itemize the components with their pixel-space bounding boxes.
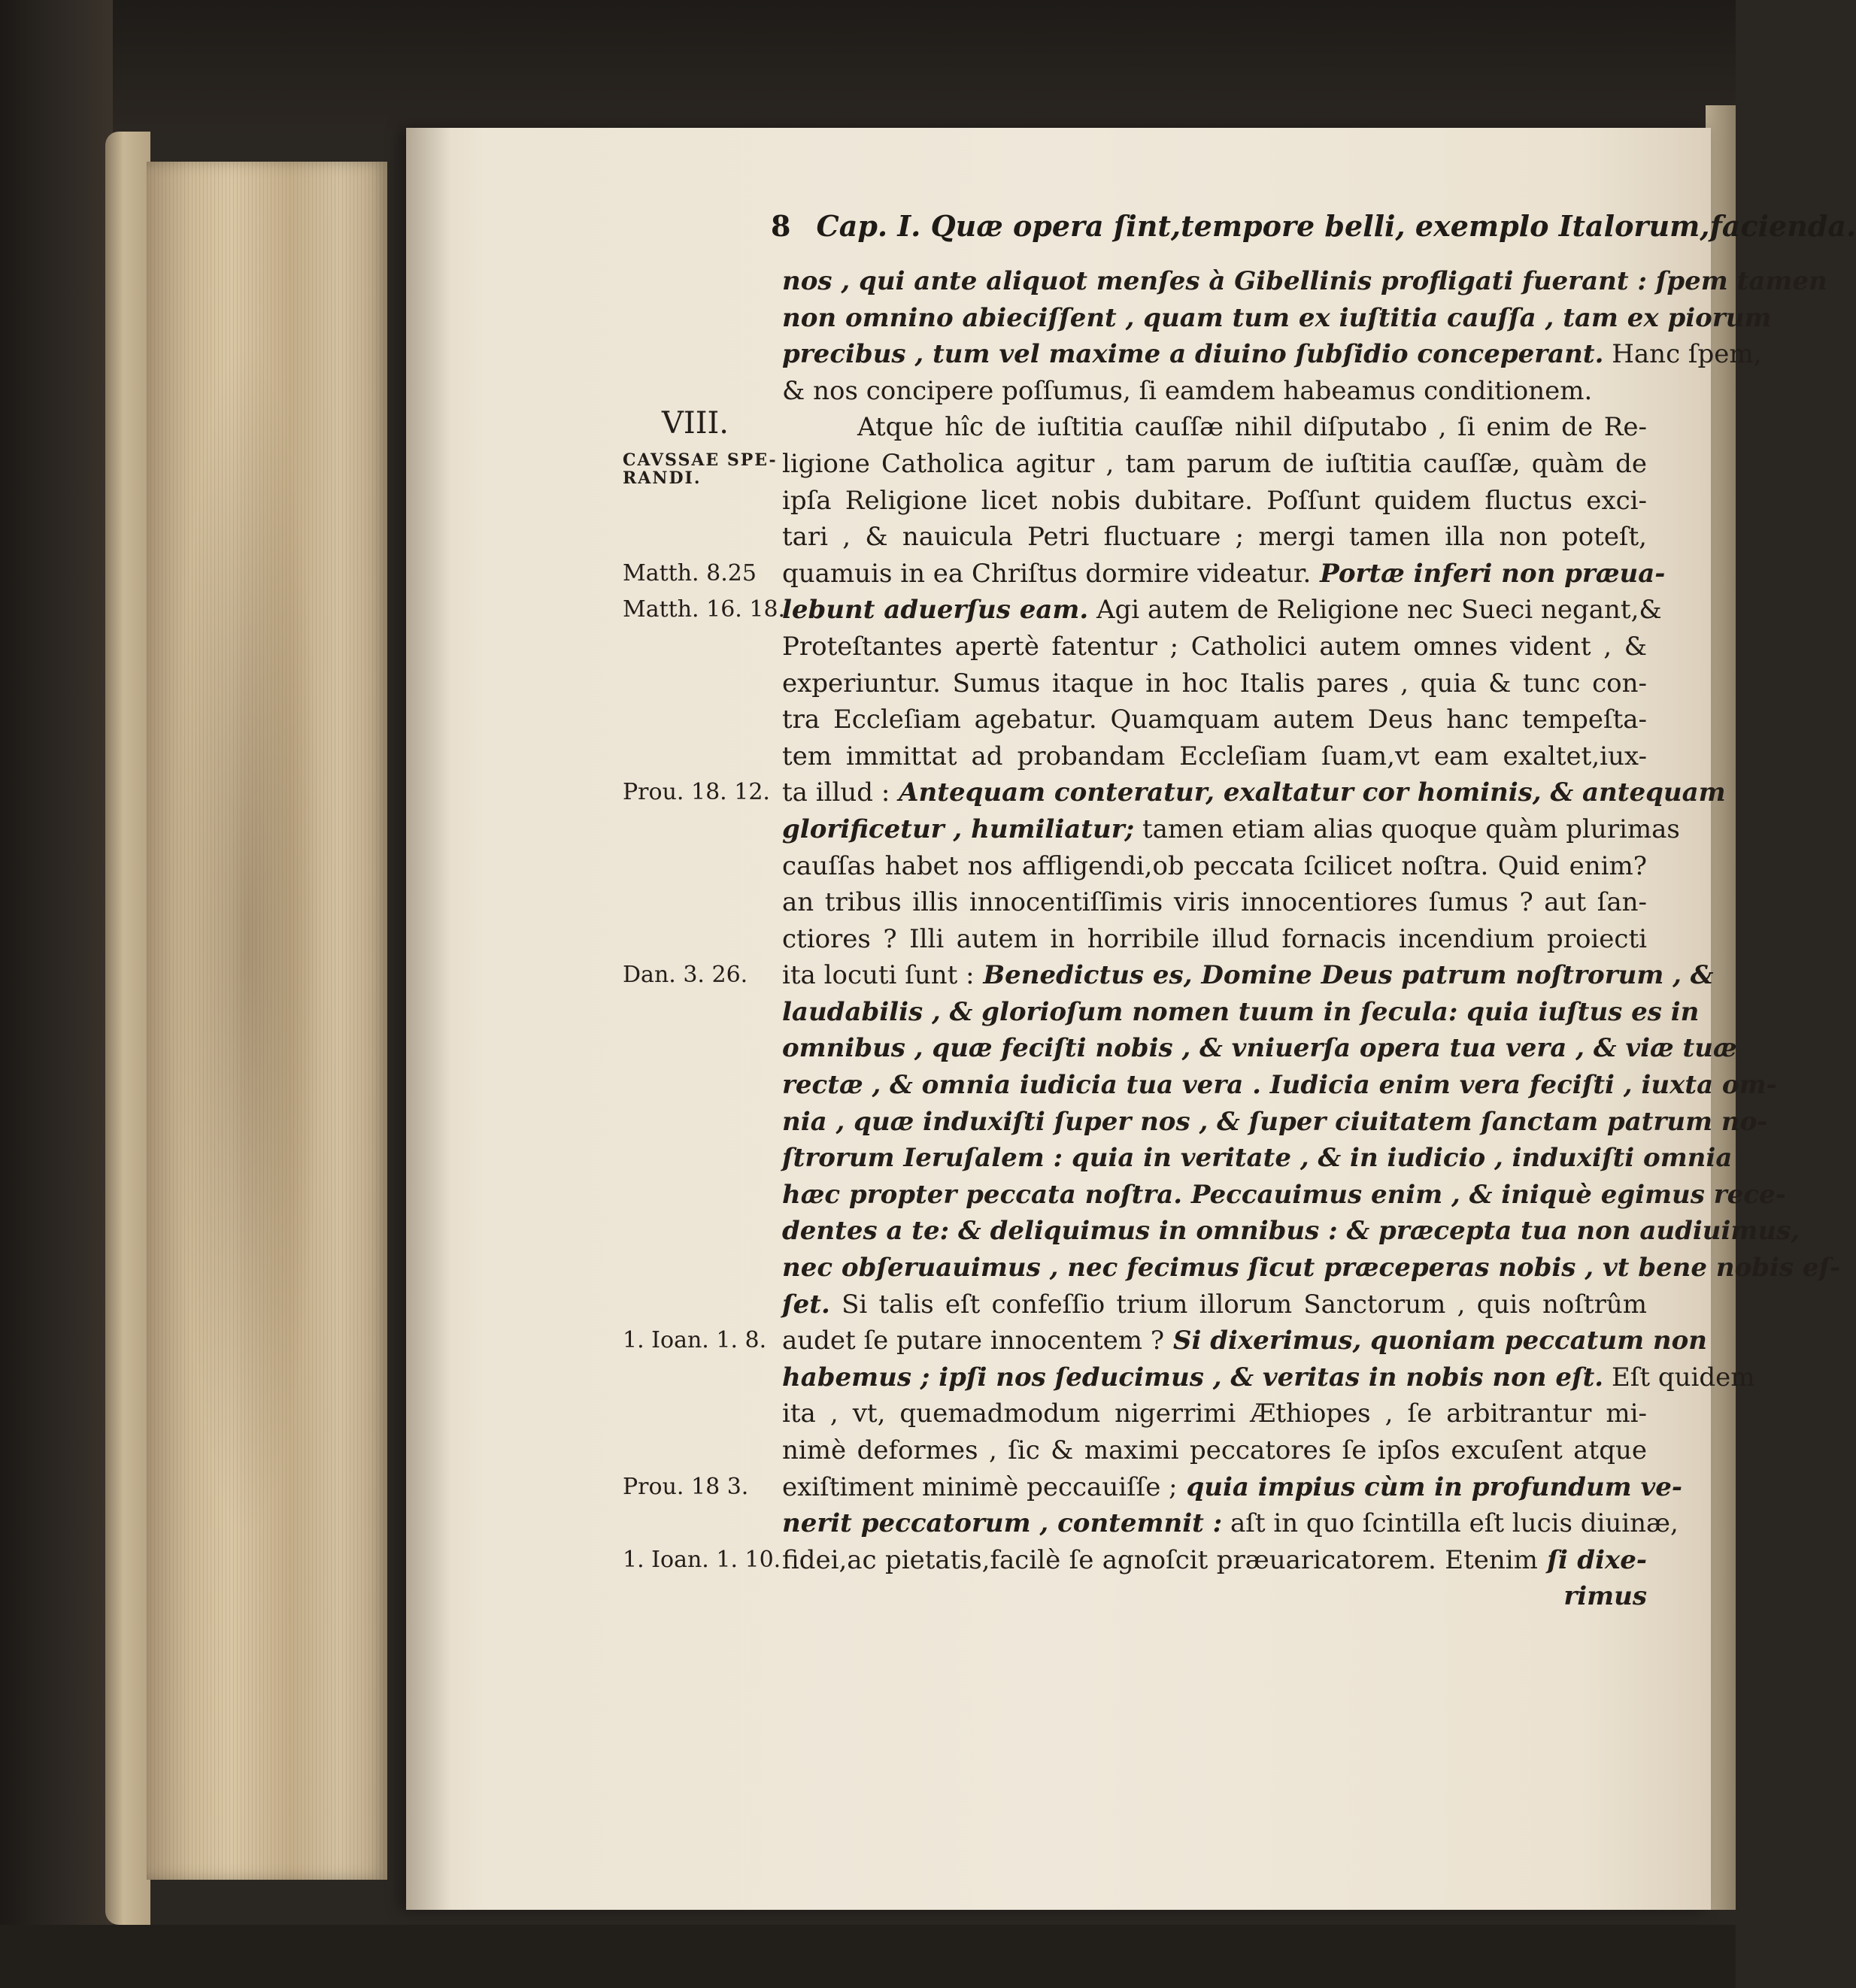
margin-note-note-ioan-1-10: 1. Ioan. 1. 10. bbox=[623, 1547, 781, 1573]
text-segment: Antequam conteratur, exaltatur cor hominis, & antequam bbox=[890, 777, 1726, 808]
text-segment: rectæ , & omnia iudicia tua vera . Iudicia enim vera feciſti , iuxta om- bbox=[782, 1070, 1777, 1101]
margin-note-note-randi: RANDI. bbox=[623, 468, 702, 489]
page-number: 8 bbox=[771, 209, 791, 243]
text-line bbox=[782, 811, 1680, 848]
text-line bbox=[782, 994, 1700, 1031]
text-segment: nec obſeruauimus , nec fecimus ſicut præceperas nobis , vt bene nobis eſ- bbox=[782, 1253, 1841, 1283]
text-line bbox=[782, 884, 1647, 921]
text-line bbox=[782, 957, 1714, 994]
text-line bbox=[782, 1067, 1777, 1104]
text-segment: Si dixerimus, quoniam peccatum non bbox=[1164, 1326, 1707, 1356]
text-segment: habemus ; ipſi nos ſeducimus , & veritas in nobis non eſt. bbox=[782, 1362, 1604, 1393]
text-line bbox=[782, 1359, 1755, 1396]
background-top bbox=[0, 0, 1736, 132]
text-line bbox=[782, 519, 1647, 556]
text-line bbox=[782, 1396, 1647, 1432]
text-line bbox=[782, 921, 1647, 958]
margin-note-note-viii: VIII. bbox=[662, 406, 729, 441]
text-segment: dentes a te: & deliquimus in omnibus : & præcepta tua non audiuimus, bbox=[782, 1216, 1800, 1247]
text-line bbox=[782, 1286, 1647, 1323]
text-segment: Proteſtantes apertè fatentur ; Catholici autem omnes vident , & bbox=[782, 631, 1647, 662]
text-segment: ita , vt, quemadmodum nigerrimi Æthiopes , ſe arbitrantur mi- bbox=[782, 1399, 1647, 1429]
text-segment: Benedictus es, Domine Deus patrum noſtrorum , & bbox=[974, 960, 1714, 991]
text-segment: Portæ inferi non præua- bbox=[1311, 558, 1666, 589]
running-head bbox=[771, 209, 1856, 243]
text-segment: precibus , tum vel maxime a diuino ſubſidio conceperant. bbox=[782, 339, 1604, 370]
page-stain bbox=[173, 338, 323, 1541]
text-segment: ctiores ? Illi autem in horribile illud fornacis incendium proiecti bbox=[782, 923, 1647, 954]
margin-note-note-prou-18-3: Prou. 18 3. bbox=[623, 1473, 749, 1500]
text-segment: nos , qui ante aliquot menſes à Gibellinis profligati fuerant : ſpem tamen bbox=[782, 266, 1827, 296]
text-segment: tra Eccleſiam agebatur. Quamquam autem Deus hanc tempeſta- bbox=[782, 705, 1647, 735]
text-segment: aſt in quo ſcintilla eſt lucis diuinæ, bbox=[1222, 1508, 1679, 1539]
text-line bbox=[782, 774, 1726, 811]
text-segment: quamuis in ea Chriſtus dormire videatur. bbox=[782, 558, 1312, 589]
text-line bbox=[782, 263, 1827, 300]
text-segment: laudabilis , & glorioſum nomen tuum in ſecula: quia iuſtus es in bbox=[782, 996, 1700, 1027]
text-line bbox=[782, 336, 1762, 373]
text-segment: ſtrorum Ieruſalem : quia in veritate , & in iudicio , induxiſti omnia bbox=[782, 1143, 1733, 1174]
text-line bbox=[782, 409, 1647, 446]
text-segment: ita locuti ſunt : bbox=[782, 960, 975, 991]
book-cover-edge bbox=[0, 0, 113, 1988]
text-line bbox=[782, 1177, 1786, 1214]
vellum-binding bbox=[105, 132, 150, 1925]
text-segment: nerit peccatorum , contemnit : bbox=[782, 1508, 1223, 1539]
text-line bbox=[782, 848, 1647, 885]
text-segment: quia impius cùm in profundum ve- bbox=[1177, 1471, 1682, 1502]
text-segment: Si talis eſt confeſſio trium illorum Sanctorum , quis noſtrûm bbox=[829, 1289, 1647, 1320]
text-segment: cauſſas habet nos affligendi,ob peccata ſcilicet noſtra. Quid enim? bbox=[782, 850, 1647, 881]
background-bottom bbox=[0, 1925, 1736, 1988]
text-segment: Hanc ſpem, bbox=[1603, 339, 1762, 370]
text-line bbox=[782, 1030, 1737, 1067]
text-segment: ta illud : bbox=[782, 777, 890, 808]
text-line bbox=[782, 373, 1647, 410]
text-segment: tari , & nauicula Petri fluctuare ; mergi tamen illa non poteſt, bbox=[782, 522, 1647, 553]
text-segment: fidei,ac pietatis,facilè ſe agnoſcit præuaricatorem. Etenim bbox=[782, 1544, 1538, 1575]
margin-note-note-caussae: CAVSSAE SPE- bbox=[623, 450, 778, 470]
text-line bbox=[782, 702, 1647, 738]
text-segment: ligione Catholica agitur , tam parum de iuſtitia cauſſæ, quàm de bbox=[782, 448, 1647, 479]
text-line bbox=[782, 1578, 1647, 1615]
text-segment: glorificetur , humiliatur; bbox=[782, 814, 1135, 844]
text-line bbox=[782, 446, 1647, 483]
text-segment: audet ſe putare innocentem ? bbox=[782, 1326, 1165, 1356]
body-text bbox=[782, 263, 1841, 1615]
margin-note-note-dan: Dan. 3. 26. bbox=[623, 962, 748, 989]
text-line bbox=[782, 738, 1647, 775]
text-segment: Eſt quidem bbox=[1603, 1362, 1755, 1393]
text-line bbox=[782, 665, 1647, 702]
running-head-title: Cap. I. Quæ opera ſint,tempore belli, exemplo Italorum,facienda. bbox=[816, 209, 1856, 243]
text-line bbox=[782, 1213, 1800, 1250]
text-segment: ſi dixe- bbox=[1537, 1544, 1647, 1575]
text-segment: ipſa Religione licet nobis dubitare. Poſſunt quidem fluctus exci- bbox=[782, 485, 1647, 516]
text-segment: tem immittat ad probandam Eccleſiam ſuam,vt eam exaltet,iux- bbox=[782, 741, 1647, 771]
text-segment: Atque hîc de iuſtitia cauſſæ nihil diſputabo , ſi enim de Re- bbox=[857, 412, 1647, 443]
text-segment: ſet. bbox=[782, 1289, 830, 1320]
text-line bbox=[782, 592, 1662, 629]
text-segment: lebunt aduerſus eam. bbox=[782, 595, 1089, 626]
text-line bbox=[782, 629, 1647, 665]
text-segment: Agi autem de Religione nec Sueci negant,& bbox=[1088, 595, 1662, 626]
margin-note-note-matth-16: Matth. 16. 18. bbox=[623, 596, 786, 623]
text-segment: experiuntur. Sumus itaque in hoc Italis pares , quia & tunc con- bbox=[782, 668, 1647, 699]
margin-note-note-prou-18-12: Prou. 18. 12. bbox=[623, 779, 770, 806]
text-line bbox=[782, 1140, 1733, 1177]
margin-note-note-ioan-1-8: 1. Ioan. 1. 8. bbox=[623, 1327, 767, 1354]
margin-note-note-matth-8: Matth. 8.25 bbox=[623, 559, 757, 586]
text-line bbox=[782, 1250, 1841, 1286]
text-segment: exiſtiment minimè peccauiſſe ; bbox=[782, 1471, 1178, 1502]
text-line bbox=[782, 1432, 1647, 1469]
text-line bbox=[782, 1323, 1707, 1359]
text-segment: hæc propter peccata noſtra. Peccauimus enim , & iniquè egimus rece- bbox=[782, 1179, 1786, 1210]
text-segment: nia , quæ induxiſti ſuper nos , & ſuper ciuitatem ſanctam patrum no- bbox=[782, 1106, 1768, 1137]
text-line bbox=[782, 1104, 1768, 1141]
text-line bbox=[782, 1542, 1647, 1579]
text-segment: nimè deformes , ſic & maximi peccatores ſe ipſos excuſent atque bbox=[782, 1435, 1647, 1465]
text-line bbox=[782, 483, 1647, 520]
text-segment: an tribus illis innocentiſſimis viris innocentiores ſumus ? aut ſan- bbox=[782, 887, 1647, 918]
text-segment: rimus bbox=[1563, 1581, 1647, 1612]
text-segment: tamen etiam alias quoque quàm plurimas bbox=[1134, 814, 1680, 844]
text-line bbox=[782, 1505, 1679, 1542]
text-line bbox=[782, 300, 1772, 337]
gutter-shadow bbox=[406, 128, 451, 1910]
text-segment: non omnino abieciſſent , quam tum ex iuſtitia cauſſa , tam ex piorum bbox=[782, 302, 1772, 333]
text-segment: & nos concipere poſſumus, ſi eamdem habeamus conditionem. bbox=[782, 375, 1593, 406]
text-segment: omnibus , quæ feciſti nobis , & vniuerſa opera tua vera , & viæ tuæ bbox=[782, 1033, 1737, 1064]
text-line bbox=[782, 1469, 1682, 1506]
text-line bbox=[782, 556, 1666, 592]
